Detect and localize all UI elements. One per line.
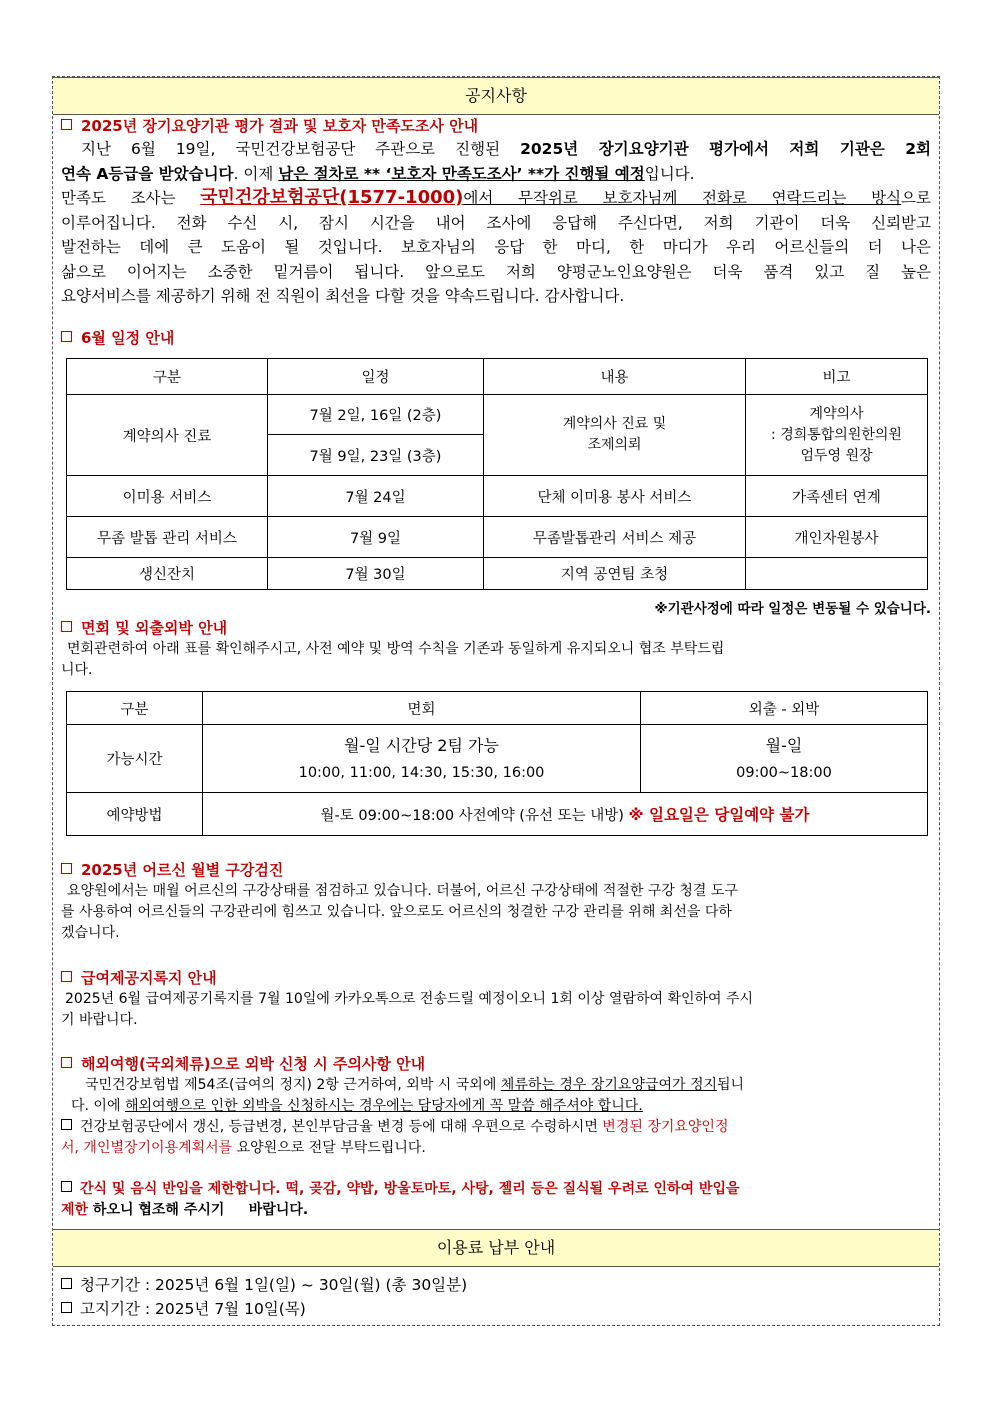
table-cell: 지역 공연팀 초청: [484, 558, 746, 590]
section-heading: 2025년 장기요양기관 평가 결과 및 보호자 만족도조사 안내: [61, 115, 931, 137]
paragraph-line: 2025년 6월 급여제공기록지를 7월 10일에 카카오톡으로 전송드릴 예정이오니 1회 이상 열람하여 확인하여 주시: [65, 991, 754, 1007]
table-cell: 예약방법: [67, 793, 203, 836]
paragraph-line: 만족도 조사는 국민건강보험공단(1577-1000)에서 무작위로 보호자님께 전화로 연락드리는 방식으로: [61, 187, 931, 208]
section-overseas: [61, 1053, 931, 1221]
paragraph-line: 서, 개인별장기이용계획서를 요양원으로 전달 부탁드립니다.: [61, 1140, 426, 1156]
paragraph-line: 니다.: [61, 662, 93, 678]
checkbox-bullet-icon: [61, 1302, 72, 1313]
checkbox-bullet-icon: [61, 1181, 72, 1192]
paragraph-line: 지난 6월 19일, 국민건강보험공단 주관으로 진행된 2025년 장기요양기관 평가에서 저희 기관은 2회: [81, 140, 932, 158]
paragraph-line: 삶으로 이어지는 소중한 밑거름이 됩니다. 앞으로도 저희 양평군노인요양원은 더욱 품격 있고 질 높은: [61, 262, 931, 281]
fee-title: 이용료 납부 안내: [436, 1238, 556, 1257]
table-cell: 생신잔치: [67, 558, 268, 590]
table-cell: 계약의사 진료: [67, 395, 268, 476]
table-cell: 7월 2일, 16일 (2층): [268, 395, 484, 435]
checkbox-bullet-icon: [61, 1057, 72, 1068]
table-cell: 계약의사 : 경희통합의원한의원 엄두영 원장: [746, 395, 928, 476]
section-oral-check: [61, 859, 931, 944]
paragraph-line: 발전하는 데에 큰 도움이 될 것입니다. 보호자님의 응답 한 마디, 한 마디가 우리 어르신들의 더 나은: [61, 238, 931, 256]
table-header: 구분: [67, 692, 203, 725]
table-cell: 7월 9일, 23일 (3층): [268, 435, 484, 476]
table-cell: 무좀발톱관리 서비스 제공: [484, 517, 746, 558]
table-cell: 7월 9일: [268, 517, 484, 558]
paragraph-line: 기 바랍니다.: [61, 1012, 138, 1028]
table-header: 일정: [268, 359, 484, 395]
table-cell: 무좀 발톱 관리 서비스: [67, 517, 268, 558]
checkbox-bullet-icon: [61, 1119, 72, 1130]
checkbox-bullet-icon: [61, 331, 72, 342]
checkbox-bullet-icon: [61, 621, 72, 632]
section-heading: 6월 일정 안내: [61, 327, 931, 349]
table-header: 구분: [67, 359, 268, 395]
paragraph-line: 이루어집니다. 전화 수신 시, 잠시 시간을 내어 조사에 응답해 주신다면, 저희 기관이 더욱 신뢰받고: [61, 213, 931, 232]
table-cell: 월-일 09:00~18:00: [641, 725, 928, 793]
paragraph-line: 연속 A등급을 받았습니다. 이제 남은 절차로 ** ‘보호자 만족도조사’ **가 진행될 예정입니다.: [61, 164, 695, 183]
checkbox-bullet-icon: [61, 863, 72, 874]
paragraph-line: 를 사용하여 어르신들의 구강관리에 힘쓰고 있습니다. 앞으로도 어르신의 청결한 구강 관리를 위해 최선을 다하: [61, 904, 732, 920]
table-row: [67, 476, 928, 517]
table-header: 면회: [203, 692, 641, 725]
notice-title-bar: [53, 77, 939, 115]
table-cell: 월-토 09:00~18:00 사전예약 (유선 또는 내방) ※ 일요일은 당일예약 불가: [203, 793, 928, 836]
table-row: [67, 558, 928, 590]
table-cell: 7월 24일: [268, 476, 484, 517]
section-heading: 해외여행(국외체류)으로 외박 신청 시 주의사항 안내: [61, 1053, 931, 1075]
table-cell: 가족센터 연계: [746, 476, 928, 517]
fee-title-bar: [53, 1229, 939, 1267]
section-visit: [61, 617, 931, 681]
table-cell: 계약의사 진료 및 조제의뢰: [484, 395, 746, 476]
schedule-table: [66, 358, 928, 590]
section-heading: 면회 및 외출외박 안내: [61, 617, 931, 639]
checkbox-bullet-icon: [61, 1278, 72, 1289]
paragraph-line: 겠습니다.: [61, 925, 120, 941]
table-row: [67, 395, 928, 435]
table-cell: [746, 558, 928, 590]
section-benefit-record: [61, 967, 931, 1031]
table-row: [67, 517, 928, 558]
notice-title: 공지사항: [465, 86, 527, 105]
section-schedule: [61, 327, 931, 349]
paragraph-line: 면회관련하여 아래 표를 확인해주시고, 사전 예약 및 방역 수칙을 기존과 동일하게 유지되오니 협조 부탁드립: [67, 641, 725, 657]
table-header: 외출 - 외박: [641, 692, 928, 725]
notice-frame: [52, 76, 940, 1326]
visit-table: [66, 691, 928, 836]
section-heading: 급여제공지록지 안내: [61, 967, 931, 989]
checkbox-bullet-icon: [61, 971, 72, 982]
paragraph-line: 요양서비스를 제공하기 위해 전 직원이 최선을 다할 것을 약속드립니다. 감사합니다.: [61, 287, 625, 305]
table-row: [67, 793, 928, 836]
table-cell: 개인자원봉사: [746, 517, 928, 558]
table-cell: 7월 30일: [268, 558, 484, 590]
billing-period: 청구기간 : 2025년 6월 1일(일) ~ 30일(월) (총 30일분): [61, 1273, 931, 1297]
paragraph-line: 간식 및 음식 반입을 제한합니다. 떡, 곶감, 약밥, 방울토마토, 사탕, 젤리 등은 질식될 우려로 인하여 반입을: [61, 1179, 931, 1200]
schedule-footnote: ※기관사정에 따라 일정은 변동될 수 있습니다.: [654, 601, 931, 617]
table-cell: 이미용 서비스: [67, 476, 268, 517]
paragraph-line: 건강보험공단에서 갱신, 등급변경, 본인부담금율 변경 등에 대해 우편으로 수령하시면 변경된 장기요양인정: [61, 1117, 931, 1138]
table-row: [67, 725, 928, 793]
checkbox-bullet-icon: [61, 119, 72, 130]
paragraph-line: 다. 이에 해외여행으로 인한 외박을 신청하시는 경우에는 담당자에게 꼭 말씀 해주셔야 합니다.: [71, 1098, 643, 1114]
notice-period: 고지기간 : 2025년 7월 10일(목): [61, 1297, 931, 1321]
paragraph-line: 제한 하오니 협조해 주시기 바랍니다.: [61, 1202, 309, 1218]
paragraph-line: 국민건강보험법 제54조(급여의 정지) 2항 근거하여, 외박 시 국외에 체류하는 경우 장기요양급여가 정지됩니: [85, 1077, 745, 1093]
table-cell: 단체 이미용 봉사 서비스: [484, 476, 746, 517]
nhis-phone-highlight: 국민건강보험공단(1577-1000): [200, 187, 464, 208]
paragraph-line: 요양원에서는 매월 어르신의 구강상태를 점검하고 있습니다. 더불어, 어르신 구강상태에 적절한 구강 청결 도구: [67, 883, 738, 899]
section-evaluation: [61, 115, 931, 309]
section-heading: 2025년 어르신 월별 구강검진: [61, 859, 931, 881]
table-header: 비고: [746, 359, 928, 395]
table-cell: 월-일 시간당 2팀 가능 10:00, 11:00, 14:30, 15:30, 16:00: [203, 725, 641, 793]
table-header: 내용: [484, 359, 746, 395]
table-cell: 가능시간: [67, 725, 203, 793]
fee-info: [61, 1273, 931, 1321]
